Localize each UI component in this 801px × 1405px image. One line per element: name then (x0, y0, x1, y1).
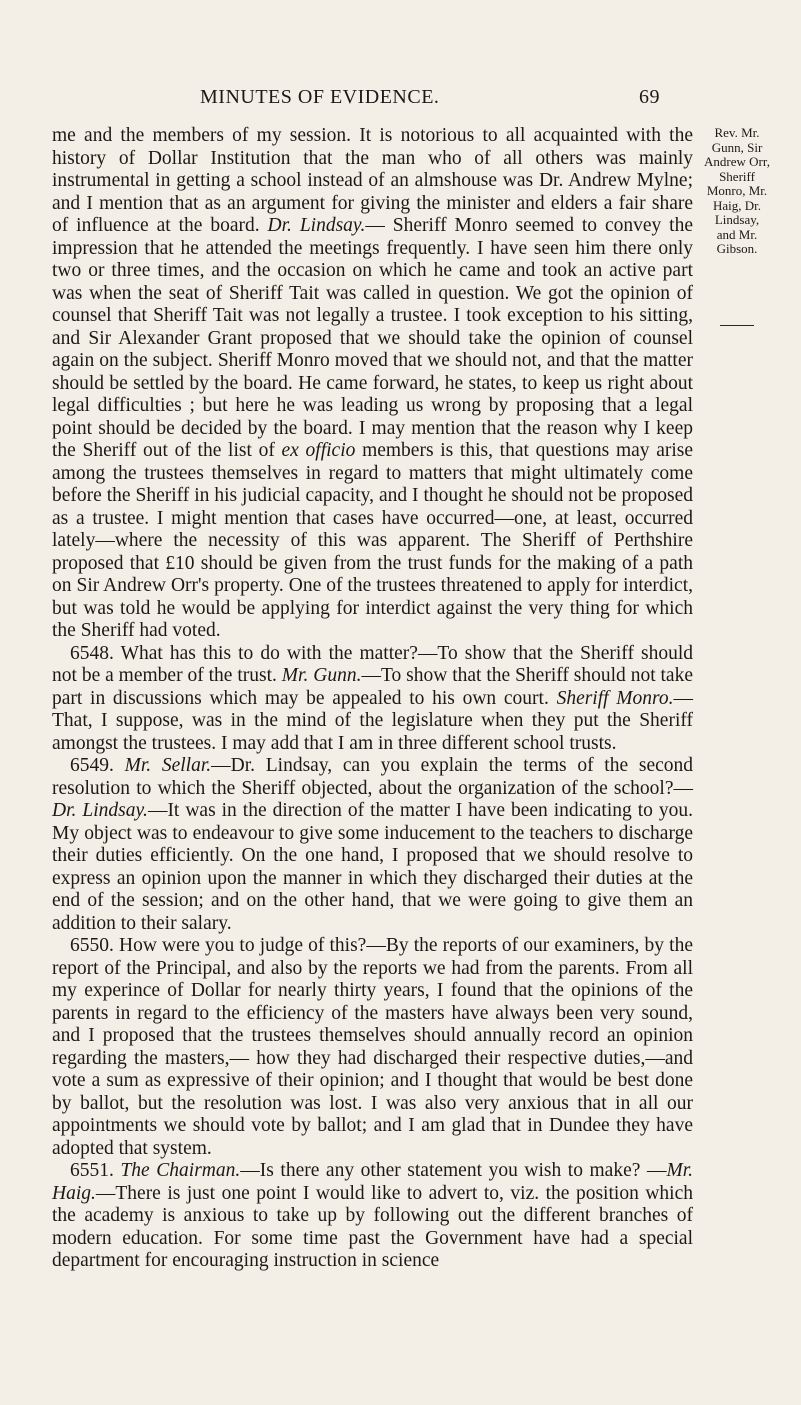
margin-note-witnesses: Rev. Mr. Gunn, Sir Andrew Orr, Sheriff Monro, Mr. Haig, Dr. Lindsay, and Mr. Gibson. (704, 125, 770, 256)
question-6551: 6551. The Chairman.—Is there any other statement you wish to make? —Mr. Haig.—There is just one point I would like to advert to, viz. the position which the academy is anxious to take up by following out the different branches of modern education. For some time past the Government have had a special department for encouraging instruction in science (52, 1160, 694, 1271)
speaker-label: Mr. Haig. (52, 1160, 694, 1204)
latin-term: ex officio (281, 440, 356, 461)
question-6549: 6549. Mr. Sellar.—Dr. Lindsay, can you explain the terms of the second resolution to which the Sheriff objected, about the organization of the school?—Dr. Lindsay.—It was in the direction of the matter I have been indicating to you. My object was to endeavour to give some inducement to the teachers to discharge their duties efficiently. On the one hand, I proposed that we should resolve to express an opinion upon the manner in which they discharged their duties at the end of the session; and on the other hand, that we were going to give them an addition to their salary. (52, 755, 694, 934)
running-title: MINUTES OF EVIDENCE. (200, 86, 440, 108)
body-text (52, 125, 693, 1273)
page-number: 69 (639, 86, 660, 108)
speaker-label: The Chairman. (120, 1160, 241, 1181)
speaker-label: Dr. Lindsay. (267, 215, 366, 236)
speaker-label: Sheriff Monro. (556, 687, 674, 709)
speaker-label: Dr. Lindsay. (52, 800, 148, 821)
question-6548: 6548. What has this to do with the matter?—To show that the Sheriff should not be a member of the trust. Mr. Gunn.—To show that the Sheriff should not take part in discussions which may be appealed to his own court. Sheriff Monro.—That, I suppose, was in the mind of the legislature when they put the Sheriff amongst the trustees. I may add that I am in three different school trusts. (52, 642, 694, 754)
question-6550: 6550. How were you to judge of this?—By the reports of our examiners, by the report of the Principal, and also by the reports we had from the parents. From all my experince of Dollar for nearly thirty years, I found that the opinions of the parents in regard to the efficiency of the masters have always been very sound, and I proposed that the trustees themselves should annually record an opinion regarding the masters,— how they had discharged their respective duties,—and vote a sum as expressive of their opinion; and I thought that would be best done by ballot, but the resolution was lost. I was also very anxious that in all our appointments we should vote by ballot; and I am glad that in Dundee they have adopted that system. (52, 935, 693, 1159)
speaker-label: Mr. Sellar. (124, 755, 212, 776)
paragraph-continuation: me and the members of my session. It is notorious to all acquainted with the history of Dollar Institution that the man who of all others was mainly instrumental in getting a school instead of an almshouse was Dr. Andrew Mylne; and I mention that as an argument for giving the minister and elders a fair share of influence at the board. Dr. Lindsay.— Sheriff Monro seemed to convey the impression that he attended the meetings frequently. I have seen him there only two or three times, and the occasion on which he came and took an active part was when the seat of Sheriff Tait was called in question. We got the opinion of counsel that Sheriff Tait was not legally a trustee. I took exception to his sitting, and Sir Alexander Grant proposed that we should take the opinion of counsel again on the subject. Sheriff Monro moved that we should not, and that the matter should be settled by the board. He came forward, he states, to keep us right about legal difficulties ; but here he was leading us wrong by proposing that a legal point should be decided by the board. I may mention that the reason why I keep the Sheriff out of the list of ex officio members is this, that questions may arise among the trustees themselves in regard to matters that might ultimately come before the Sheriff in his judicial capacity, and I thought he should not be proposed as a trustee. I might mention that cases have occurred—one, at least, occurred lately—where the necessity of this was apparent. The Sheriff of Perthshire proposed that £10 should be given from the trust funds for the making of a path on Sir Andrew Orr's property. One of the trustees threatened to apply for interdict, but was told he would be applying for interdict against the very thing for which the Sheriff had voted. (52, 125, 694, 641)
speaker-label: Mr. Gunn. (281, 665, 362, 686)
margin-divider (720, 325, 754, 326)
